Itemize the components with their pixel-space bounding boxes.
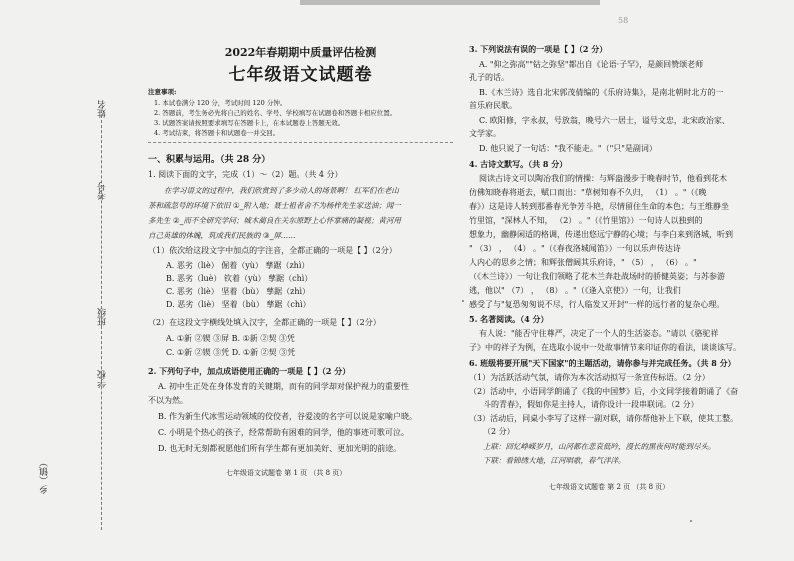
option-line: 孔子的话。 bbox=[469, 73, 509, 82]
passage-line: 想象力，幽静闲适的格调，传递出悠远宁静的心境；与李白来到洛城，听到 bbox=[469, 230, 733, 239]
sub-question: 斗的青春》，假如你是主持人，请你设计一段串联词。（2 分） bbox=[483, 400, 699, 409]
option-line: D. 恶劣（liè） 坚着（bù） 孳踞（chì） bbox=[166, 300, 311, 309]
scan-speck bbox=[690, 520, 692, 522]
option-line: A. 恶劣（liè） 倔着（yù） 孳踞（zhì） bbox=[166, 261, 310, 270]
passage-line: 春》）这是诗人转到那番春光争芳斗艳，尽情留住生命的本色；与王维静坐 bbox=[469, 202, 729, 211]
passage-line: （《木兰诗》）一句让我们领略了花木兰奔赴战场时的骄健英姿；与苏参游 bbox=[469, 272, 725, 281]
passage-line: 自己英雄的体魄，筑成我们民族的 ③_屏…… bbox=[148, 231, 296, 240]
passage-line: 多先生 ②_而不全研究学问；城木蔺良在关东原野上心怀掌痛的凝视；黄河用 bbox=[148, 216, 401, 225]
option-line: B. 作为新生代冰雪运动领域的佼佼者，谷爱凌的名字可以说是家喻户晓。 bbox=[158, 412, 417, 421]
exam-no-label: 考号 bbox=[98, 182, 108, 200]
option-line: A. "仰之弥高""钻之弥坚"都出自《论语·子罕》，是颜回赞颂老师 bbox=[479, 60, 704, 69]
seal-line bbox=[101, 110, 102, 530]
notice-item: 2. 答题前，考生务必先将自己的姓名、学号、学校填写在试题卷和答题卡相应位置。 bbox=[154, 109, 397, 117]
school-label: 学校 bbox=[98, 370, 108, 388]
scan-top-mark bbox=[300, 0, 600, 5]
corner-stamp: 58 bbox=[618, 16, 629, 25]
passage-line: 在学习语文的过程中，我们欣赏到了多少动人的场景啊！ 红军们在老山 bbox=[164, 186, 399, 195]
passage-line: 茶和疏忽号的环境下依旧 ①_附入地；聂士祖者舍不为杨梓先生家送油；闻一 bbox=[148, 201, 401, 210]
couplet-line: 上联：回忆峥嵘岁月，山河都在悲哀低吟，漫长的黑夜何时能到尽头。 bbox=[483, 442, 716, 451]
scan-speck bbox=[462, 300, 464, 302]
name-label: 姓名 bbox=[98, 100, 108, 118]
section-heading: 一、积累与运用。（共 28 分） bbox=[148, 155, 271, 165]
passage-line: 阅读古诗文可以陶冶我们的情操：与辉盎漫步于晚春时节，他看到花木 bbox=[479, 174, 727, 183]
question-line: 1. 阅读下面的文字，完成（1）～（2）题。（共 4 分） bbox=[148, 170, 343, 179]
question-line: 5. 名著阅读。（4 分） bbox=[469, 314, 549, 324]
option-line: C. ①新 ②锲 ③凭 D. ①新 ②契 ③凭 bbox=[166, 348, 296, 357]
notice-item: 3. 试题答案请按照要求填写在答题卡上，在本试题卷上答题无效。 bbox=[154, 119, 345, 127]
question-line: 6. 班级将要开展"天下国家"的主题活动，请你参与并完成任务。（共 8 分） bbox=[469, 358, 736, 368]
question-line: （1）依次给这段文字中加点的字注音，全都正确的一项是【 】（2分） bbox=[148, 246, 397, 255]
passage-line: 有人说："能否守住尊严，决定了一个人的生活姿态。"请以《骆驼祥 bbox=[479, 329, 719, 338]
question-line: 3. 下列说法有误的一项是【 】（2 分） bbox=[469, 44, 608, 54]
notice-divider bbox=[148, 142, 453, 143]
option-line: 首乐府民歌。 bbox=[469, 101, 517, 110]
sub-question: （1）为活跃活动气氛，请你为本次活动拟写一条宣传标语。（2 分） bbox=[469, 373, 710, 382]
notice-heading: 注意事项: bbox=[148, 88, 177, 96]
passage-line: 子》中的祥子为例，在选取小说中一处故事情节来印证你的看法，谈谈该写。 bbox=[469, 343, 741, 352]
couplet-line: 下联：看锦绣大地，江河唱歌，春气洋洋。 bbox=[483, 456, 626, 465]
option-line: D. 他只说了一句话："我不能走。"（"只"是副词） bbox=[479, 144, 657, 153]
page-footer: 七年级语文试题卷 第 1 页 （共 8 页） bbox=[226, 469, 347, 477]
passage-line: " （3） ， （4） 。"（《春夜洛城闻笛》）一句以乐声传达诗 bbox=[469, 244, 681, 253]
sub-question: （3）活动后，同桌小李写了这样一副对联，请你帮他补上下联，使其工整。 bbox=[469, 414, 739, 423]
passage-line: 人内心的思乡之情；和辉张僧阔其乐府诗，" （5） ， （6） 。" bbox=[469, 258, 697, 267]
sub-question: （2）活动中，小语同学朗诵了《我的中国梦》后，小文同学接着朗诵了《奋 bbox=[469, 387, 739, 396]
option-line: 文学家。 bbox=[469, 129, 501, 138]
page-footer: 七年级语文试题卷 第 2 页 （共 8 页） bbox=[549, 483, 670, 491]
passage-line: 感受了与"复恐匆匆说不尽，行人临发又开封"一样的远行者的复杂心理。 bbox=[469, 300, 725, 309]
option-line: D. 也无时无刻都祝愿他们所有学生都有更加美好、更加光明的前途。 bbox=[158, 444, 402, 453]
question-line: 2. 下列句子中，加点成语使用正确的一项是【 】（2 分） bbox=[148, 366, 351, 376]
question-line: （2）在这段文字横线处填入汉字，全都正确的一项是【 】（2分） bbox=[148, 318, 381, 327]
option-line: C. 恶劣（liè） 坚着（bù） 孳踞（zhì） bbox=[166, 287, 311, 296]
sub-question: （2 分） bbox=[483, 427, 515, 436]
passage-line: 仿佛知晓春将逝去，赋口而出："草树知春不久归， （1） 。"（《晚 bbox=[469, 188, 707, 197]
passage-line: 竹里馆，"深林人不知， （2） 。"（《竹里馆》）一句诗人以独到的 bbox=[469, 216, 703, 225]
option-line: B. 恶劣（luè） 钦着（yù） 孳踞（chì） bbox=[166, 274, 313, 283]
notice-item: 4. 考试结束，将答题卡和试题卷一并交回。 bbox=[154, 129, 280, 137]
exam-subtitle: 2022年春期期中质量评估检测 bbox=[224, 46, 377, 59]
option-line: A. 初中生正处在身体发育的关键期，而有的同学却对保护视力的重要性 bbox=[158, 382, 409, 391]
question-line: 4. 古诗文默写。（共 8 分） bbox=[469, 159, 568, 169]
option-line: A. ①新 ②锲 ③屏 B. ①新 ②契 ③凭 bbox=[166, 334, 295, 343]
option-line: C. 小明是个热心的孩子，经常帮助有困难的同学，他的事迹可歌可泣。 bbox=[158, 428, 409, 437]
town-label: 乡（镇） bbox=[40, 458, 50, 494]
option-line: 不以为然。 bbox=[148, 396, 188, 405]
exam-title: 七年级语文试题卷 bbox=[228, 65, 373, 85]
option-line: C. 欧阳修，字永叔，号放翁，晚号六一居士，谥号文忠，北宋政治家、 bbox=[479, 116, 730, 125]
class-label: 班级 bbox=[98, 308, 108, 326]
binding-strip bbox=[0, 60, 120, 550]
option-line: B.《木兰诗》选自北宋郭茂倩编的《乐府诗集》，是南北朝时北方的一 bbox=[479, 88, 724, 97]
passage-line: 逃，他以" （7） ， （8） 。"（《逢入京使》）一句，让我们 bbox=[469, 286, 681, 295]
notice-item: 1. 本试卷满分 120 分，考试时间 120 分钟。 bbox=[154, 99, 287, 107]
